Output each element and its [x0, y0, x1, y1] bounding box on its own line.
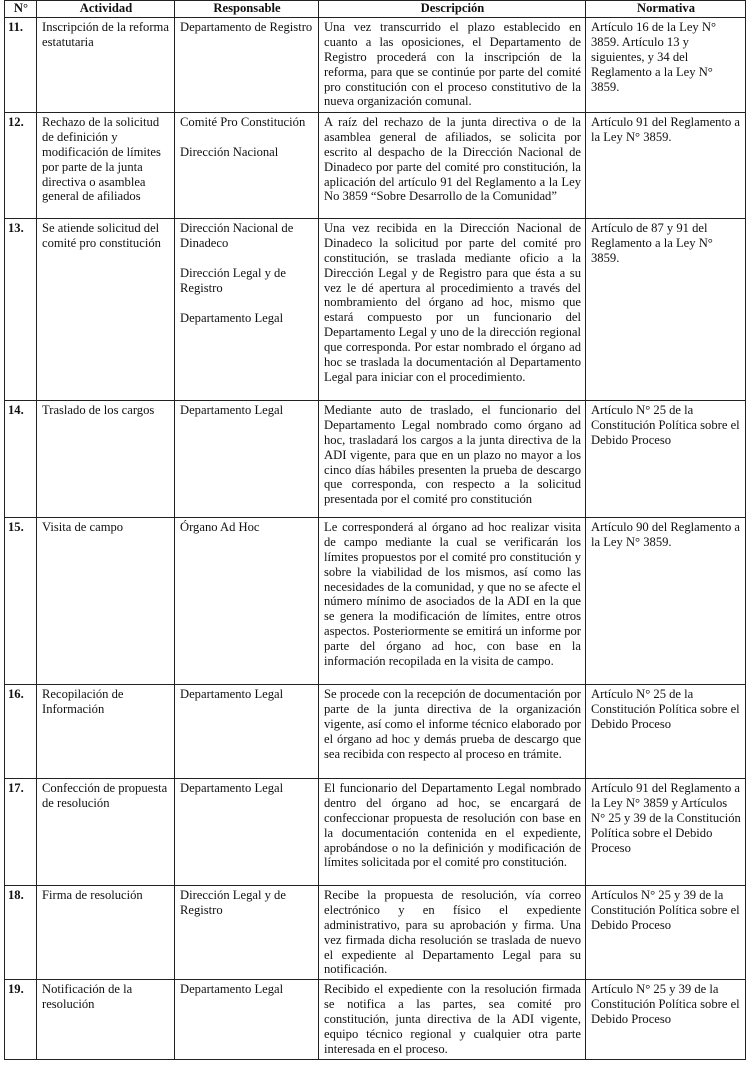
regulation-cell: Artículo 91 del Reglamento a la Ley N° 3859 y Artículos N° 25 y 39 de la Constitución Política sobre el Debido Proceso: [586, 778, 746, 885]
responsible-cell: [175, 684, 319, 778]
table-row: [5, 517, 746, 684]
responsible-cell: [175, 112, 319, 218]
table-row: [5, 218, 746, 400]
responsible-unit: Departamento Legal: [180, 686, 284, 701]
row-number: 11.: [5, 17, 37, 112]
responsible-cell: [175, 980, 319, 1060]
table-row: [5, 885, 746, 979]
activity-cell: Recopilación de Información: [37, 684, 175, 778]
row-number: 13.: [5, 218, 37, 400]
header-num: N°: [5, 1, 37, 18]
responsible-unit: Comité Pro Constitución: [180, 114, 306, 129]
description-cell: El funcionario del Departamento Legal nombrado dentro del órgano ad hoc, se encargará de confeccionar propuesta de resolución con base en la documentación contenida en el expediente, aprobándose o no la definición y modificación de límites solicitada por el comité pro constitución.: [319, 778, 586, 885]
description-cell: Recibe la propuesta de resolución, vía correo electrónico y en físico el expediente administrativo, para su aprobación y firma. Una vez firmada dicha resolución se traslada de nuevo el expediente al Departamento Legal para su notificación.: [319, 885, 586, 979]
description-cell: Se procede con la recepción de documentación por parte de la junta directiva de la organización vigente, así como el informe técnico elaborado por el órgano ad hoc y demás prueba de descargo que sea recibida con respecto al proceso en trámite.: [319, 684, 586, 778]
header-descripcion: Descripción: [319, 1, 586, 18]
procedure-table: [4, 0, 746, 1060]
responsible-unit: Departamento Legal: [180, 982, 284, 997]
responsible-cell: [175, 517, 319, 684]
row-number: 19.: [5, 980, 37, 1060]
activity-cell: Rechazo de la solicitud de definición y modificación de límites por parte de la junta directiva o asamblea general de afiliados: [37, 112, 175, 218]
header-normativa: Normativa: [586, 1, 746, 18]
row-number: 14.: [5, 400, 37, 517]
description-cell: Una vez recibida en la Dirección Nacional de Dinadeco la solicitud por parte del comité pro constitución, se traslada mediante oficio a la Dirección Legal y de Registro para que ésta a su vez le dé apertura al procedimiento a través del nombramiento del órgano ad hoc, mismo que estará compuesto por un funcionario del Departamento Legal y uno de la dirección regional que corresponda. Por estar nombrado el órgano ad hoc se traslada la documentación al Departamento Legal para iniciar con el procedimiento.: [319, 218, 586, 400]
row-number: 12.: [5, 112, 37, 218]
description-cell: Recibido el expediente con la resolución firmada se notifica a las partes, sea comité pro constitución, junta directiva de la ADI vigente, equipo técnico regional y cualquier otra parte interesada en el proceso.: [319, 980, 586, 1060]
activity-cell: Traslado de los cargos: [37, 400, 175, 517]
table-row: [5, 778, 746, 885]
table-row: [5, 17, 746, 112]
responsible-cell: [175, 17, 319, 112]
table-row: [5, 684, 746, 778]
regulation-cell: Artículo de 87 y 91 del Reglamento a la Ley N° 3859.: [586, 218, 746, 400]
responsible-unit: Dirección Nacional: [180, 144, 279, 159]
row-number: 16.: [5, 684, 37, 778]
regulation-cell: Artículo 91 del Reglamento a la Ley N° 3859.: [586, 112, 746, 218]
regulation-cell: Artículo 90 del Reglamento a la Ley N° 3859.: [586, 517, 746, 684]
responsible-cell: [175, 218, 319, 400]
header-actividad: Actividad: [37, 1, 175, 18]
responsible-unit: Departamento Legal: [180, 780, 284, 795]
activity-cell: Firma de resolución: [37, 885, 175, 979]
regulation-cell: Artículo N° 25 de la Constitución Política sobre el Debido Proceso: [586, 684, 746, 778]
responsible-cell: [175, 400, 319, 517]
activity-cell: Visita de campo: [37, 517, 175, 684]
activity-cell: Inscripción de la reforma estatutaria: [37, 17, 175, 112]
regulation-cell: Artículos N° 25 y 39 de la Constitución Política sobre el Debido Proceso: [586, 885, 746, 979]
table-row: [5, 112, 746, 218]
responsible-unit: Departamento de Registro: [180, 19, 313, 34]
responsible-unit: Órgano Ad Hoc: [180, 519, 260, 534]
regulation-cell: Artículo 16 de la Ley N° 3859. Artículo 13 y siguientes, y 34 del Reglamento a la Ley N° 3859.: [586, 17, 746, 112]
table-body: [5, 17, 746, 1059]
activity-cell: Se atiende solicitud del comité pro constitución: [37, 218, 175, 400]
regulation-cell: Artículo N° 25 y 39 de la Constitución Política sobre el Debido Proceso: [586, 980, 746, 1060]
responsible-unit: Departamento Legal: [180, 310, 284, 325]
header-responsable: Responsable: [175, 1, 319, 18]
responsible-cell: [175, 885, 319, 979]
description-cell: Mediante auto de traslado, el funcionario del Departamento Legal nombrado como órgano ad hoc, trasladará los cargos a la junta directiva de la ADI vigente, para que en un plazo no mayor a los cinco días hábiles presenten la prueba de descargo que corresponda, con respecto a la solicitud presentada por el comité pro constitución: [319, 400, 586, 517]
responsible-unit: Dirección Nacional de Dinadeco: [180, 220, 294, 250]
regulation-cell: Artículo N° 25 de la Constitución Política sobre el Debido Proceso: [586, 400, 746, 517]
table-row: [5, 980, 746, 1060]
activity-cell: Notificación de la resolución: [37, 980, 175, 1060]
description-cell: Le corresponderá al órgano ad hoc realizar visita de campo mediante la cual se verificarán los límites propuestos por el comité pro constitución y sobre la viabilidad de los mismos, así como las necesidades de la comunidad, y que no se afecte el número mínimo de asociados de la ADI en la que se genera la modificación de límites, entre otros aspectos. Posteriormente se emitirá un informe por parte del órgano ad hoc, con base en la información recopilada en la visita de campo.: [319, 517, 586, 684]
row-number: 17.: [5, 778, 37, 885]
row-number: 18.: [5, 885, 37, 979]
responsible-unit: Dirección Legal y de Registro: [180, 265, 286, 295]
description-cell: Una vez transcurrido el plazo establecido en cuanto a las oposiciones, el Departamento de Registro procederá con la inscripción de la reforma, para que se continúe por parte del comité pro constitución con el proceso constitutivo de la nueva organización comunal.: [319, 17, 586, 112]
activity-cell: Confección de propuesta de resolución: [37, 778, 175, 885]
description-cell: A raíz del rechazo de la junta directiva o de la asamblea general de afiliados, se solicita por escrito al despacho de la Dirección Nacional de Dinadeco por parte del comité pro constitución, la aplicación del artículo 91 del Reglamento a la Ley No 3859 “Sobre Desarrollo de la Comunidad”: [319, 112, 586, 218]
responsible-unit: Departamento Legal: [180, 402, 284, 417]
responsible-unit: Dirección Legal y de Registro: [180, 887, 286, 917]
responsible-cell: [175, 778, 319, 885]
table-row: [5, 400, 746, 517]
header-row: [5, 1, 746, 18]
row-number: 15.: [5, 517, 37, 684]
